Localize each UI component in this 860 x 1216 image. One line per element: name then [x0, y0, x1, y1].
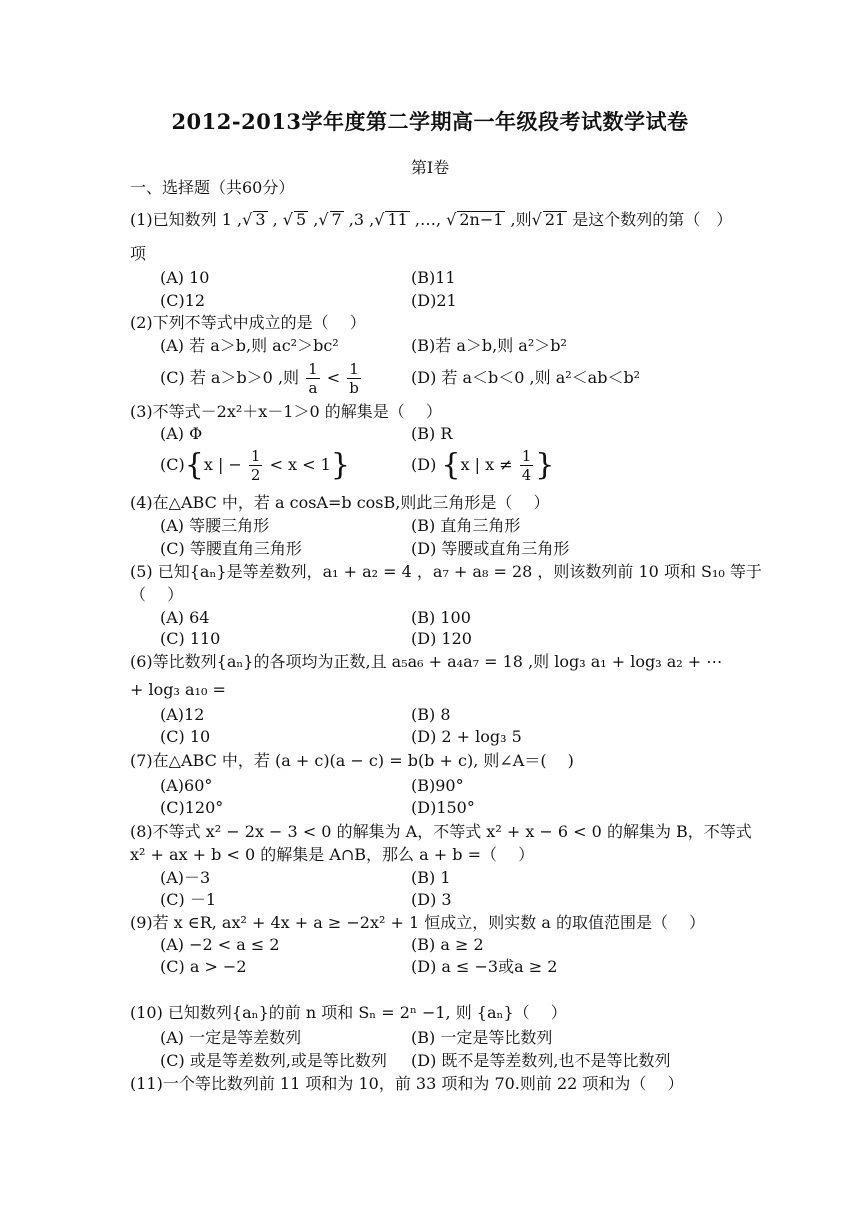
q10-option-a: (A) 一定是等差数列: [160, 1028, 302, 1047]
fraction-1-over-a: $\frac{1}{a}$: [308, 360, 318, 397]
question-8-stem-cont: x² + ax + b < 0 的解集是 A∩B，那么 a + b =（ ）: [130, 845, 535, 864]
fraction-1-over-2: $\frac{1}{2}$: [250, 447, 261, 484]
question-10-stem: (10) 已知数列{aₙ}的前 n 项和 Sₙ = 2ⁿ −1, 则 {aₙ}（ ）: [130, 1003, 567, 1022]
q2-option-a: (A) 若 a＞b,则 ac²＞bc²: [160, 336, 339, 355]
q3-option-a: (A) Φ: [160, 424, 203, 443]
q5-option-c: (C) 110: [160, 629, 221, 648]
q9-option-a: (A) −2 < a ≤ 2: [160, 935, 280, 954]
question-5-stem: (5) 已知{aₙ}是等差数列，a₁ + a₂ = 4 ，a₇ + a₈ = 28 ，则该数列前 10 项和 S₁₀ 等于: [130, 562, 762, 581]
q7-option-c: (C)120°: [160, 798, 224, 817]
q3-option-c: (C){x | − $\frac{1}{2}$ < x < 1}: [160, 447, 350, 484]
q10-option-c: (C) 或是等差数列,或是等比数列: [160, 1051, 387, 1070]
fraction-1-over-4: $\frac{1}{4}$: [521, 447, 532, 484]
question-1-stem: (1)已知数列 1 ,√ 3 , √ 5 ,√ 7 ,3 ,√ 11 ,…, √ 2n−1 ,则√ 21 是这个数列的第（ ）: [130, 210, 733, 229]
question-6-stem-cont: + log₃ a₁₀ =: [130, 680, 226, 699]
q8-option-a: (A)－3: [160, 868, 211, 887]
q10-option-b: (B) 一定是等比数列: [411, 1028, 553, 1047]
q9-option-b: (B) a ≥ 2: [411, 935, 484, 954]
question-5-stem-cont: （ ）: [130, 585, 184, 604]
section-heading: 一、选择题（共60分）: [130, 178, 295, 197]
q2-option-d: (D) 若 a＜b＜0 ,则 a²＜ab＜b²: [411, 368, 641, 387]
q4-option-c: (C) 等腰直角三角形: [160, 539, 302, 558]
q9-option-c: (C) a > −2: [160, 957, 247, 976]
q2-option-b: (B)若 a＞b,则 a²＞b²: [411, 336, 567, 355]
exam-title: 2012-2013学年度第二学期高一年级段考试数学试卷: [171, 109, 689, 134]
question-6-stem: (6)等比数列{aₙ}的各项均为正数,且 a₅a₆ + a₄a₇ = 18 ,则 log₃ a₁ + log₃ a₂ + ⋯: [130, 652, 723, 671]
q3-option-d: (D) {x | x ≠ $\frac{1}{4}$ }: [411, 447, 555, 484]
q5-option-d: (D) 120: [411, 629, 472, 648]
q5-option-b: (B) 100: [411, 608, 471, 627]
q8-option-d: (D) 3: [411, 890, 452, 909]
q1-option-d: (D)21: [411, 291, 457, 310]
q2-option-c: (C) 若 a＞b＞0 ,则 $\frac{1}{a}$ < $\frac{1}{b}$: [160, 360, 359, 397]
question-4-stem: (4)在△ABC 中，若 a cosA=b cosB,则此三角形是（ ）: [130, 493, 550, 512]
q8-option-c: (C) －1: [160, 890, 216, 909]
q6-option-d: (D) 2 + log₃ 5: [411, 727, 522, 746]
question-9-stem: (9)若 x ∈R, ax² + 4x + a ≥ −2x² + 1 恒成立，则实数 a 的取值范围是（ ）: [130, 913, 706, 932]
q4-option-b: (B) 直角三角形: [411, 516, 521, 535]
q7-option-a: (A)60°: [160, 776, 213, 795]
fraction-1-over-b: $\frac{1}{b}$: [349, 360, 359, 397]
q7-option-b: (B)90°: [411, 776, 464, 795]
question-2-stem: (2)下列不等式中成立的是（ ）: [130, 313, 366, 332]
q9-option-d: (D) a ≤ −3或a ≥ 2: [411, 957, 558, 976]
q1-option-c: (C)12: [160, 291, 206, 310]
q1-option-a: (A) 10: [160, 268, 210, 287]
q10-option-d: (D) 既不是等差数列,也不是等比数列: [411, 1051, 671, 1070]
q4-option-a: (A) 等腰三角形: [160, 516, 270, 535]
question-3-stem: (3)不等式－2x²＋x－1＞0 的解集是（ ）: [130, 402, 442, 421]
volume-label: 第I卷: [410, 158, 450, 177]
question-8-stem: (8)不等式 x² − 2x − 3 < 0 的解集为 A，不等式 x² + x − 6 < 0 的解集为 B，不等式: [130, 822, 752, 841]
q6-option-c: (C) 10: [160, 727, 211, 746]
q5-option-a: (A) 64: [160, 608, 210, 627]
q1-option-b: (B)11: [411, 268, 456, 287]
q4-option-d: (D) 等腰或直角三角形: [411, 539, 570, 558]
question-1-stem-cont: 项: [130, 244, 147, 263]
question-11-stem: (11)一个等比数列前 11 项和为 10，前 33 项和为 70.则前 22 项和为（ ）: [130, 1074, 684, 1093]
q8-option-b: (B) 1: [411, 868, 451, 887]
question-7-stem: (7)在△ABC 中，若 (a + c)(a − c) = b(b + c), 则∠A＝( ): [130, 751, 574, 770]
q6-option-a: (A)12: [160, 705, 205, 724]
q7-option-d: (D)150°: [411, 798, 475, 817]
q3-option-b: (B) R: [411, 424, 453, 443]
q6-option-b: (B) 8: [411, 705, 451, 724]
